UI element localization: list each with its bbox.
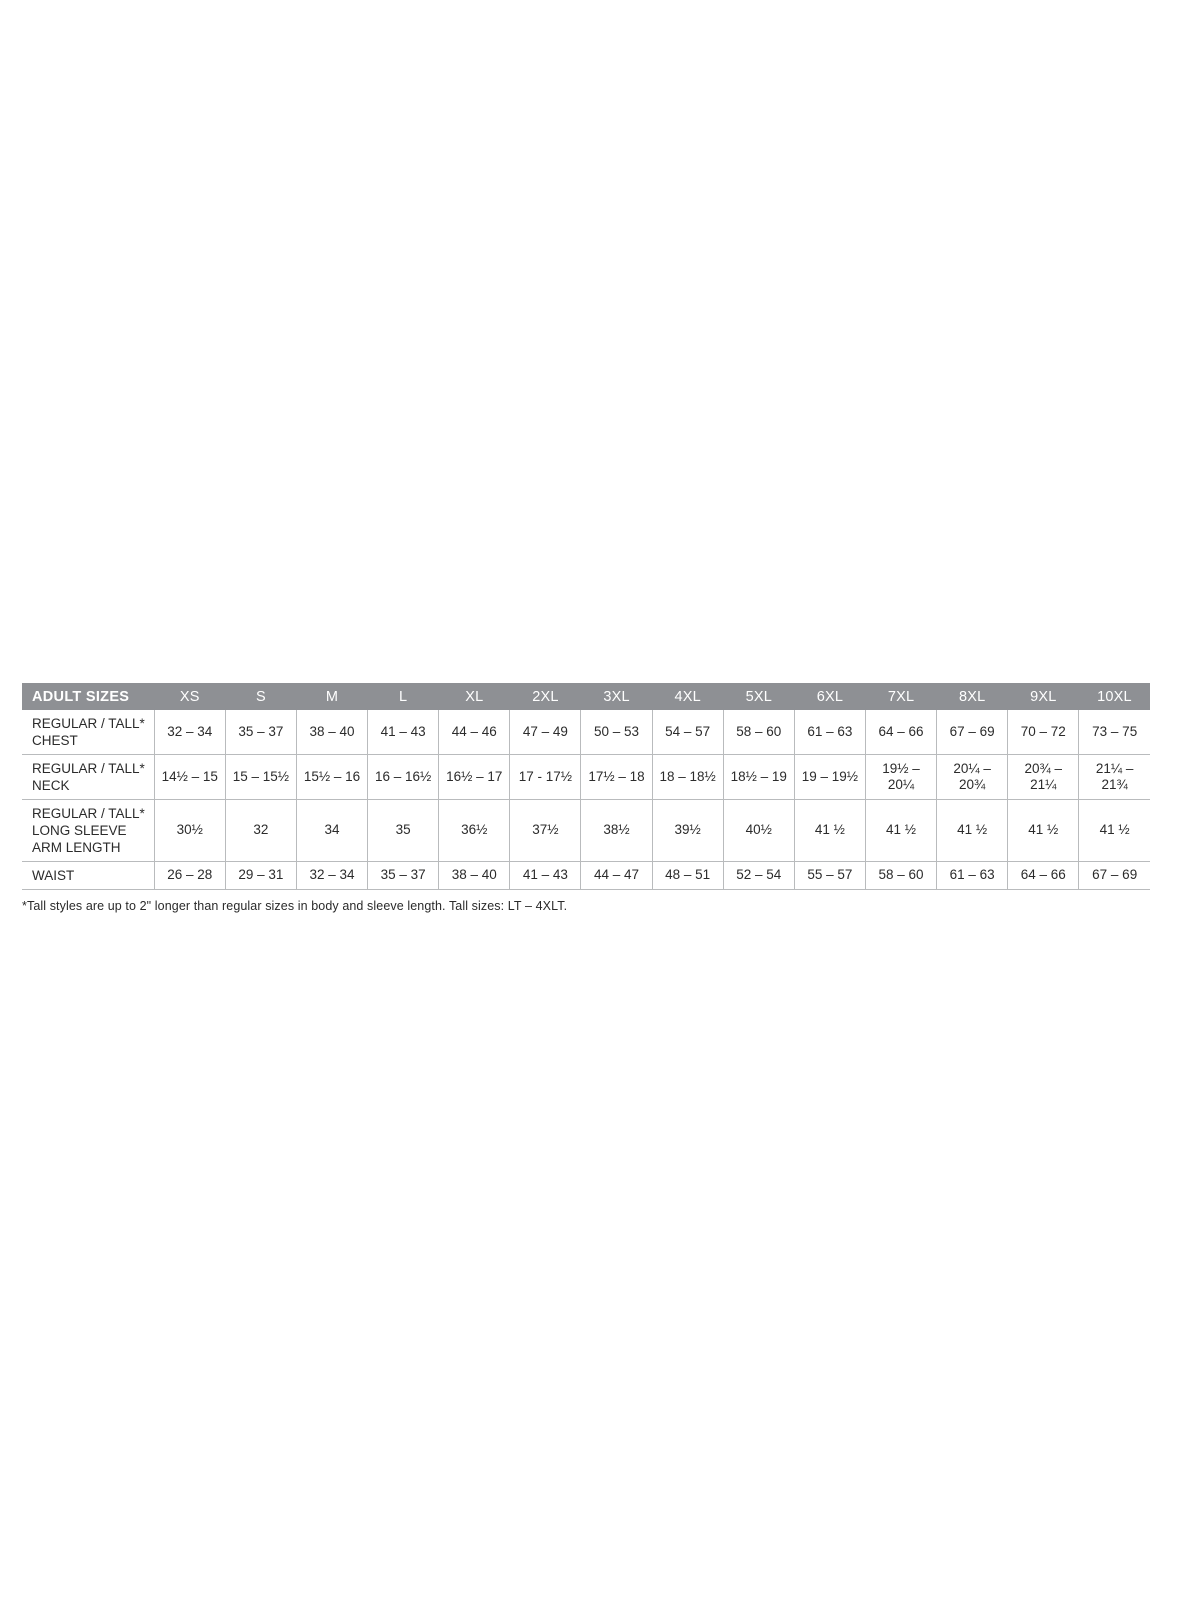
- row-label-long-sleeve-arm-length: [22, 800, 154, 862]
- cell-line: 20¼: [887, 777, 915, 792]
- cell-waist-xl: 38 – 40: [439, 862, 510, 890]
- cell-chest-9xl: 70 – 72: [1008, 710, 1079, 755]
- size-chart-sheet: [22, 683, 1150, 913]
- cell-chest-4xl: 54 – 57: [652, 710, 723, 755]
- cell-arm-9xl: 41 ½: [1008, 800, 1079, 862]
- cell-neck-l: 16 – 16½: [368, 755, 439, 800]
- cell-chest-10xl: 73 – 75: [1079, 710, 1150, 755]
- header-size-3xl: 3XL: [581, 683, 652, 710]
- table-row: [22, 755, 1150, 800]
- cell-arm-10xl: 41 ½: [1079, 800, 1150, 862]
- cell-line: 21¾: [1101, 777, 1128, 792]
- header-size-xl: XL: [439, 683, 510, 710]
- cell-waist-6xl: 55 – 57: [794, 862, 865, 890]
- cell-arm-3xl: 38½: [581, 800, 652, 862]
- cell-waist-5xl: 52 – 54: [723, 862, 794, 890]
- cell-arm-4xl: 39½: [652, 800, 723, 862]
- cell-neck-8xl: [937, 755, 1008, 800]
- cell-waist-m: 32 – 34: [296, 862, 367, 890]
- cell-chest-5xl: 58 – 60: [723, 710, 794, 755]
- adult-sizes-table: [22, 683, 1150, 890]
- row-label-line: REGULAR / TALL*: [32, 716, 145, 731]
- cell-waist-10xl: 67 – 69: [1079, 862, 1150, 890]
- header-size-5xl: 5XL: [723, 683, 794, 710]
- cell-chest-7xl: 64 – 66: [865, 710, 936, 755]
- cell-chest-l: 41 – 43: [368, 710, 439, 755]
- cell-neck-6xl: 19 – 19½: [794, 755, 865, 800]
- header-size-l: L: [368, 683, 439, 710]
- row-label-line: LONG SLEEVE: [32, 823, 127, 838]
- cell-waist-4xl: 48 – 51: [652, 862, 723, 890]
- cell-neck-3xl: 17½ – 18: [581, 755, 652, 800]
- cell-waist-3xl: 44 – 47: [581, 862, 652, 890]
- cell-neck-7xl: [865, 755, 936, 800]
- table-row: [22, 710, 1150, 755]
- row-label-neck: [22, 755, 154, 800]
- cell-chest-6xl: 61 – 63: [794, 710, 865, 755]
- cell-arm-8xl: 41 ½: [937, 800, 1008, 862]
- row-label-waist: [22, 862, 154, 890]
- cell-arm-5xl: 40½: [723, 800, 794, 862]
- cell-chest-m: 38 – 40: [296, 710, 367, 755]
- cell-waist-7xl: 58 – 60: [865, 862, 936, 890]
- row-label-line: REGULAR / TALL*: [32, 806, 145, 821]
- cell-chest-3xl: 50 – 53: [581, 710, 652, 755]
- cell-chest-xs: 32 – 34: [154, 710, 225, 755]
- header-size-8xl: 8XL: [937, 683, 1008, 710]
- cell-waist-9xl: 64 – 66: [1008, 862, 1079, 890]
- cell-arm-s: 32: [225, 800, 296, 862]
- cell-neck-xl: 16½ – 17: [439, 755, 510, 800]
- row-label-line: NECK: [32, 778, 70, 793]
- table-header: [22, 683, 1150, 710]
- cell-waist-8xl: 61 – 63: [937, 862, 1008, 890]
- cell-chest-2xl: 47 – 49: [510, 710, 581, 755]
- cell-neck-10xl: [1079, 755, 1150, 800]
- cell-neck-5xl: 18½ – 19: [723, 755, 794, 800]
- cell-arm-7xl: 41 ½: [865, 800, 936, 862]
- cell-waist-2xl: 41 – 43: [510, 862, 581, 890]
- cell-chest-xl: 44 – 46: [439, 710, 510, 755]
- row-label-chest: [22, 710, 154, 755]
- footnote: *Tall styles are up to 2" longer than regular sizes in body and sleeve length. Tall sizes: LT – 4XLT.: [22, 899, 568, 913]
- cell-line: 20¾ –: [1024, 760, 1063, 776]
- cell-line: 20¼ –: [953, 760, 991, 776]
- cell-line: 19½ –: [882, 760, 920, 776]
- row-label-line: CHEST: [32, 733, 78, 748]
- table-body: [22, 710, 1150, 890]
- header-adult-sizes: ADULT SIZES: [22, 683, 154, 710]
- cell-arm-xs: 30½: [154, 800, 225, 862]
- cell-waist-s: 29 – 31: [225, 862, 296, 890]
- header-size-9xl: 9XL: [1008, 683, 1079, 710]
- header-size-4xl: 4XL: [652, 683, 723, 710]
- cell-arm-xl: 36½: [439, 800, 510, 862]
- cell-arm-2xl: 37½: [510, 800, 581, 862]
- cell-line: 21¼: [1030, 777, 1057, 792]
- table-row: [22, 862, 1150, 890]
- row-label-line: ARM LENGTH: [32, 840, 121, 855]
- cell-neck-s: 15 – 15½: [225, 755, 296, 800]
- cell-chest-8xl: 67 – 69: [937, 710, 1008, 755]
- header-size-6xl: 6XL: [794, 683, 865, 710]
- cell-line: 21¼ –: [1095, 760, 1134, 776]
- cell-neck-2xl: 17 - 17½: [510, 755, 581, 800]
- cell-chest-s: 35 – 37: [225, 710, 296, 755]
- cell-arm-l: 35: [368, 800, 439, 862]
- cell-neck-4xl: 18 – 18½: [652, 755, 723, 800]
- cell-neck-xs: 14½ – 15: [154, 755, 225, 800]
- header-size-2xl: 2XL: [510, 683, 581, 710]
- header-size-s: S: [225, 683, 296, 710]
- header-size-10xl: 10XL: [1079, 683, 1150, 710]
- cell-line: 20¾: [959, 777, 986, 792]
- table-row: [22, 800, 1150, 862]
- header-size-7xl: 7XL: [865, 683, 936, 710]
- cell-waist-xs: 26 – 28: [154, 862, 225, 890]
- header-row: [22, 683, 1150, 710]
- cell-arm-m: 34: [296, 800, 367, 862]
- header-size-xs: XS: [154, 683, 225, 710]
- cell-neck-9xl: [1008, 755, 1079, 800]
- row-label-line: REGULAR / TALL*: [32, 761, 145, 776]
- cell-arm-6xl: 41 ½: [794, 800, 865, 862]
- cell-neck-m: 15½ – 16: [296, 755, 367, 800]
- cell-waist-l: 35 – 37: [368, 862, 439, 890]
- row-label-line: WAIST: [32, 868, 75, 883]
- header-size-m: M: [296, 683, 367, 710]
